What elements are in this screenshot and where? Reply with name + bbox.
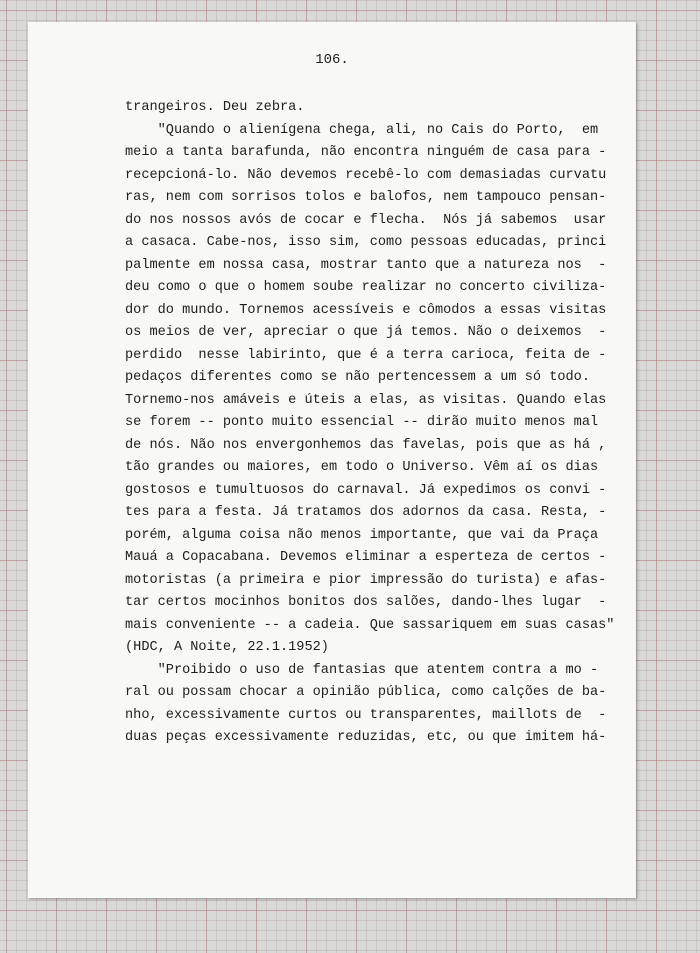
text-line: gostosos e tumultuosos do carnaval. Já expedimos os convi - (125, 482, 607, 498)
text-line: ral ou possam chocar a opinião pública, como calções de ba- (125, 685, 607, 700)
text-line: do nos nossos avós de cocar e flecha. Nós já sabemos usar (125, 212, 607, 228)
text-line: mais conveniente -- a cadeia. Que sassariquem em suas casas" (125, 617, 615, 633)
text-line: meio a tanta barafunda, não encontra ninguém de casa para - (125, 145, 607, 160)
text-line: deu como o que o homem soube realizar no concerto civiliza- (125, 280, 607, 295)
text-line: de nós. Não nos envergonhemos das favelas, pois que as há , (125, 437, 607, 453)
text-line: Mauá a Copacabana. Devemos eliminar a esperteza de certos - (125, 550, 607, 565)
text-line: motoristas (a primeira e pior impressão do turista) e afas- (125, 572, 607, 588)
text-line: recepcioná-lo. Não devemos recebê-lo com demasiadas curvatu (125, 167, 607, 183)
text-line: nho, excessivamente curtos ou transparentes, maillots de - (125, 707, 607, 723)
page-body (125, 97, 615, 750)
text-line: Tornemo-nos amáveis e úteis a elas, as visitas. Quando elas (125, 392, 607, 408)
text-line: trangeiros. Deu zebra. (125, 100, 305, 115)
text-line: ras, nem com sorrisos tolos e balofos, nem tampouco pensan- (125, 190, 607, 205)
text-line: a casaca. Cabe-nos, isso sim, como pessoas educadas, princi (125, 235, 607, 250)
typewritten-page (28, 22, 636, 898)
text-line: tes para a festa. Já tratamos dos adornos da casa. Resta, - (125, 505, 607, 520)
text-line: palmente em nossa casa, mostrar tanto que a natureza nos - (125, 257, 607, 273)
text-line: "Quando o alienígena chega, ali, no Cais do Porto, em (125, 122, 599, 138)
text-line: "Proibido o uso de fantasias que atentem contra a mo - (125, 662, 599, 678)
page-number: 106. (315, 52, 349, 68)
text-line: pedaços diferentes como se não pertencessem a um só todo. (125, 370, 590, 385)
text-line: perdido nesse labirinto, que é a terra carioca, feita de - (125, 347, 607, 363)
text-line: os meios de ver, apreciar o que já temos. Não o deixemos - (125, 325, 607, 340)
text-line: se forem -- ponto muito essencial -- dirão muito menos mal (125, 415, 599, 430)
text-line: dor do mundo. Tornemos acessíveis e cômodos a essas visitas (125, 302, 607, 318)
text-line: tar certos mocinhos bonitos dos salões, dando-lhes lugar - (125, 595, 607, 610)
text-line: duas peças excessivamente reduzidas, etc, ou que imitem há- (125, 730, 607, 745)
text-line: (HDC, A Noite, 22.1.1952) (125, 640, 329, 655)
text-line: porém, alguma coisa não menos importante, que vai da Praça (125, 527, 599, 543)
text-line: tão grandes ou maiores, em todo o Universo. Vêm aí os dias (125, 460, 599, 475)
